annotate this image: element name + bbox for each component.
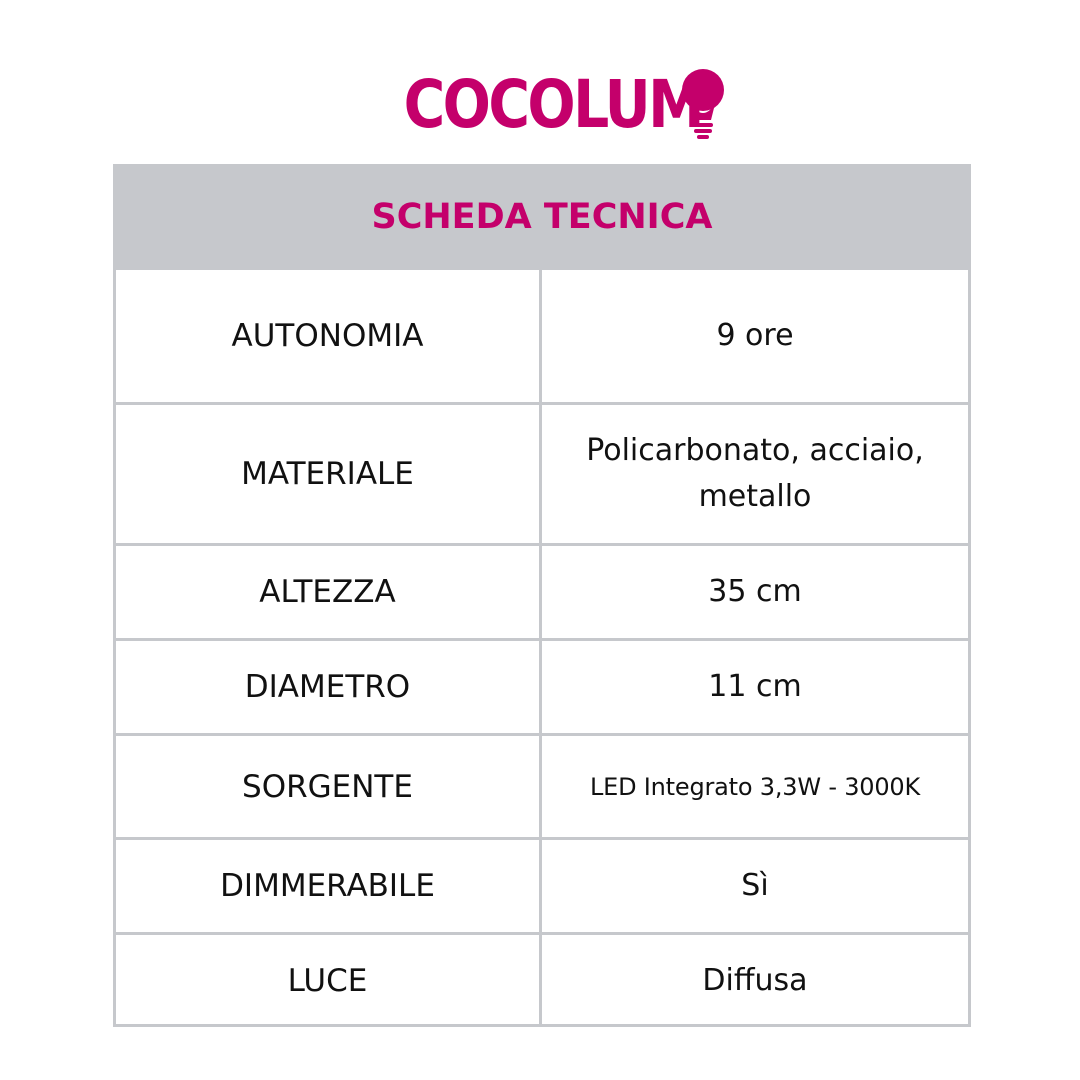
tech-sheet-table (113, 164, 971, 1027)
table-row (116, 837, 968, 932)
row-value: Sì (741, 868, 769, 903)
row-label: DIMMERABILE (116, 840, 542, 932)
sheet-title: SCHEDA TECNICA (116, 164, 968, 270)
row-value: LED Integrato 3,3W - 3000K (589, 772, 921, 801)
table-row (116, 402, 968, 543)
table-row (116, 733, 968, 837)
row-label: SORGENTE (116, 736, 542, 837)
table-row (116, 543, 968, 638)
row-label: AUTONOMIA (116, 270, 542, 402)
row-value: 35 cm (708, 574, 802, 609)
row-label: LUCE (116, 935, 542, 1027)
table-row (116, 932, 968, 1027)
row-label: ALTEZZA (116, 546, 542, 638)
row-value: 11 cm (708, 669, 802, 704)
row-value: Diffusa (702, 963, 808, 998)
row-label: DIAMETRO (116, 641, 542, 733)
table-row (116, 270, 968, 402)
row-label: MATERIALE (116, 405, 542, 543)
row-value: Policarbonato, acciaio, metallo (586, 433, 924, 514)
brand-name: COCOLUM (404, 66, 703, 143)
row-value: 9 ore (716, 318, 794, 353)
table-row (116, 638, 968, 733)
brand-logo (0, 60, 1080, 150)
